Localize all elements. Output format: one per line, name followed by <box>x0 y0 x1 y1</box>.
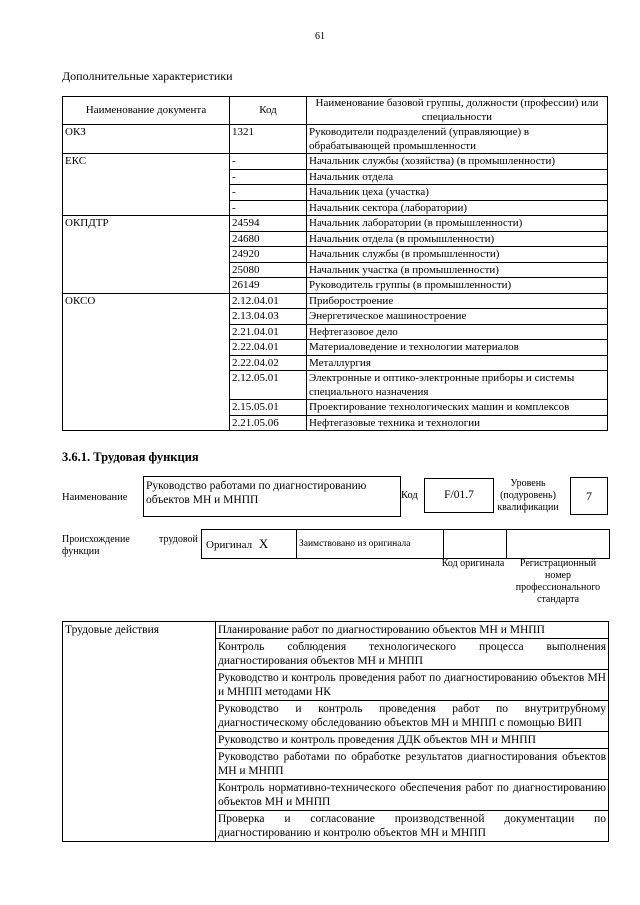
code-cell: 2.12.05.01 <box>230 371 307 400</box>
name-cell: Начальник цеха (участка) <box>307 185 608 201</box>
action-item: Контроль нормативно-технического обеспечения работ по диагностированию объектов МН и МНПП <box>216 780 609 811</box>
level-box: 7 <box>570 477 608 515</box>
page-number: 61 <box>315 31 325 42</box>
header-name: Наименование базовой группы, должности (профессии) или специальности <box>307 97 608 125</box>
code-label: Код <box>401 490 418 501</box>
section-title: Дополнительные характеристики <box>62 69 233 83</box>
labor-actions-table <box>62 621 609 842</box>
table-row <box>63 293 608 309</box>
table-row <box>63 154 608 170</box>
code-cell: 2.21.04.01 <box>230 324 307 340</box>
origin-label-1: Происхождение <box>62 534 130 545</box>
reg-number-label: Регистрационный номер профессионального стандарта <box>515 558 601 605</box>
name-cell: Начальник службы (хозяйства) (в промышленности) <box>307 154 608 170</box>
action-item: Руководство и контроль проведения ДДК объектов МН и МНПП <box>216 732 609 749</box>
code-cell: 24594 <box>230 216 307 232</box>
name-cell: Начальник отдела (в промышленности) <box>307 231 608 247</box>
action-item: Руководство и контроль проведения работ по внутритрубному диагностическому обследованию объектов МН и МНПП с помощью ВИП <box>216 701 609 732</box>
name-cell: Энергетическое машиностроение <box>307 309 608 325</box>
header-code: Код <box>230 97 307 125</box>
header-doc: Наименование документа <box>63 97 230 125</box>
code-cell: 1321 <box>230 125 307 154</box>
doc-cell: ОКСО <box>63 293 230 431</box>
code-cell: 2.13.04.03 <box>230 309 307 325</box>
name-cell: Начальник отдела <box>307 169 608 185</box>
original-code-label: Код оригинала <box>441 558 505 569</box>
name-cell: Приборостроение <box>307 293 608 309</box>
origin-mark: X <box>258 536 269 551</box>
code-cell: 25080 <box>230 262 307 278</box>
table-row <box>63 216 608 232</box>
name-cell: Проектирование технологических машин и комплексов <box>307 400 608 416</box>
origin-row <box>201 529 610 559</box>
function-name-box: Руководство работами по диагностированию объектов МН и МНПП <box>143 476 401 517</box>
action-item: Планирование работ по диагностированию объектов МН и МНПП <box>216 622 609 639</box>
name-cell: Руководители подразделений (управляющие) в обрабатывающей промышленности <box>307 125 608 154</box>
origin-label-2: трудовой <box>159 534 198 545</box>
name-cell: Начальник сектора (лаборатории) <box>307 200 608 216</box>
name-label: Наименование <box>62 492 128 503</box>
doc-cell: ОКПДТР <box>63 216 230 294</box>
code-cell: - <box>230 200 307 216</box>
origin-original-label: Оригинал <box>206 539 253 551</box>
function-code-box: F/01.7 <box>424 478 494 513</box>
code-cell: - <box>230 169 307 185</box>
name-cell: Электронные и оптико-электронные приборы и системы специального назначения <box>307 371 608 400</box>
code-cell: 2.15.05.01 <box>230 400 307 416</box>
action-item: Контроль соблюдения технологического процесса выполнения диагностирования объектов МН и МНПП <box>216 639 609 670</box>
level-label: Уровень (подуровень) квалификации <box>497 478 559 513</box>
name-cell: Руководитель группы (в промышленности) <box>307 278 608 294</box>
doc-cell: ОКЗ <box>63 125 230 154</box>
code-cell: - <box>230 154 307 170</box>
action-item: Руководство работами по обработке результатов диагностирования объектов МН и МНПП <box>216 749 609 780</box>
code-cell: 2.21.05.06 <box>230 415 307 431</box>
action-item: Проверка и согласование производственной документации по диагностированию и контролю объектов МН и МНПП <box>216 811 609 842</box>
table-row <box>63 125 608 154</box>
name-cell: Нефтегазовое дело <box>307 324 608 340</box>
code-cell: 26149 <box>230 278 307 294</box>
name-cell: Нефтегазовые техника и технологии <box>307 415 608 431</box>
name-cell: Начальник участка (в промышленности) <box>307 262 608 278</box>
table-header-row <box>63 97 608 125</box>
additional-characteristics-table <box>62 96 608 431</box>
origin-original-cell <box>202 530 297 558</box>
original-code-cell <box>442 530 507 558</box>
name-cell: Материаловедение и технологии материалов <box>307 340 608 356</box>
function-heading: 3.6.1. Трудовая функция <box>62 450 199 464</box>
action-item: Руководство и контроль проведения работ по диагностированию объектов МН и МНПП методами НК <box>216 670 609 701</box>
actions-label: Трудовые действия <box>63 622 216 842</box>
code-cell: 2.22.04.02 <box>230 355 307 371</box>
code-cell: 2.12.04.01 <box>230 293 307 309</box>
origin-borrowed-cell: Заимствовано из оригинала <box>297 530 444 558</box>
origin-label-3: функции <box>62 546 100 557</box>
code-cell: 24680 <box>230 231 307 247</box>
code-cell: 24920 <box>230 247 307 263</box>
action-row <box>63 622 609 639</box>
name-cell: Металлургия <box>307 355 608 371</box>
name-cell: Начальник службы (в промышленности) <box>307 247 608 263</box>
name-cell: Начальник лаборатории (в промышленности) <box>307 216 608 232</box>
code-cell: 2.22.04.01 <box>230 340 307 356</box>
code-cell: - <box>230 185 307 201</box>
doc-cell: ЕКС <box>63 154 230 216</box>
